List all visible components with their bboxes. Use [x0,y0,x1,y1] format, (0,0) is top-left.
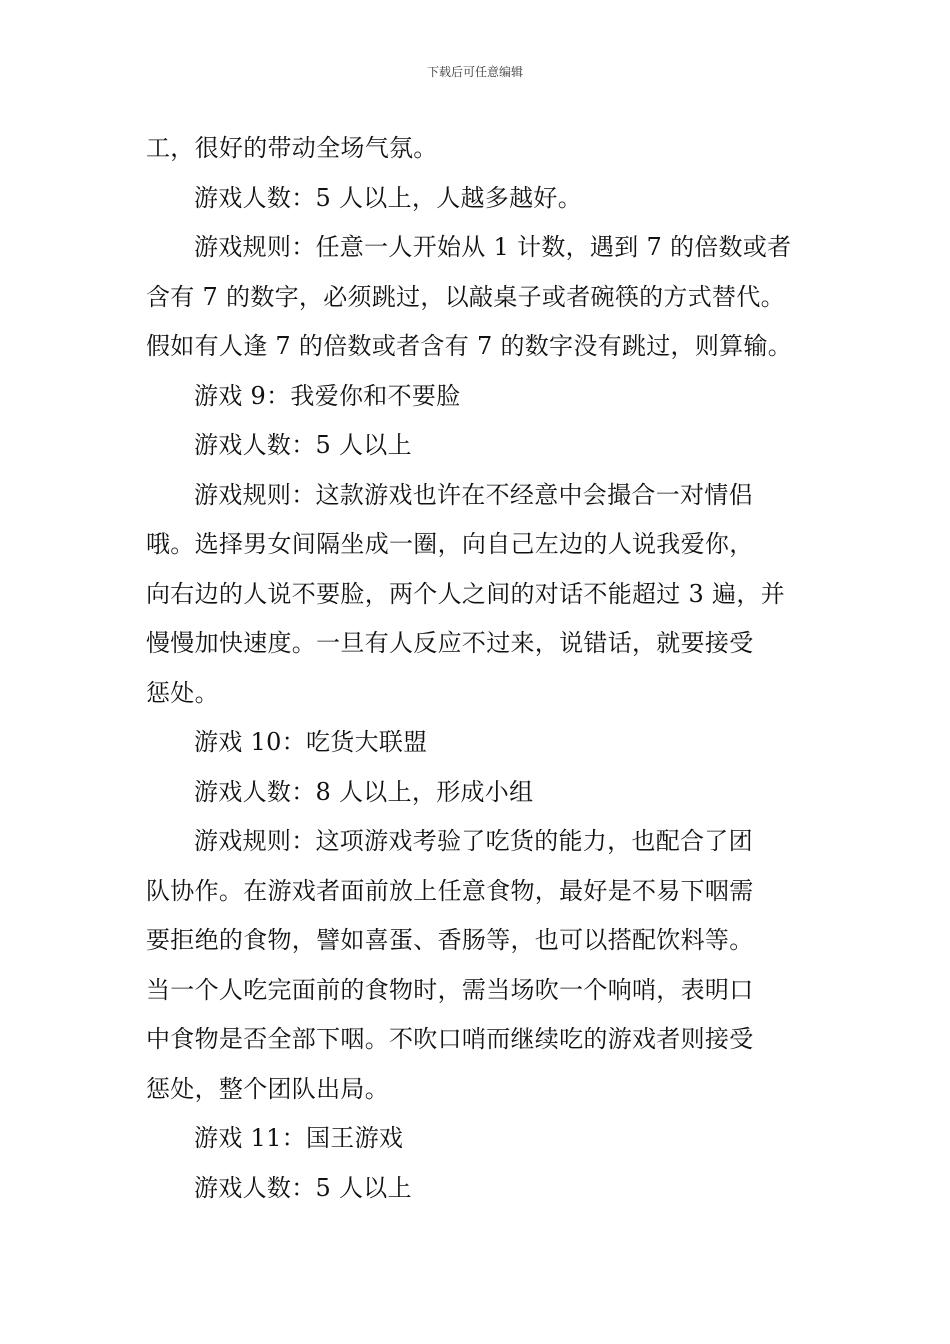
text-line: 慢慢加快速度。一旦有人反应不过来，说错话，就要接受 [146,629,754,657]
page-header: 下载后可任意编辑 [426,65,523,79]
text-line: 队协作。在游戏者面前放上任意食物，最好是不易下咽需 [146,876,754,905]
text-line: 向右边的人说不要脸，两个人之间的对话不能超过 3 遍，并 [146,579,785,608]
game-heading: 游戏 10：吃货大联盟 [194,728,428,756]
document-body [146,124,810,1213]
text-line: 惩处，整个团队出局。 [146,1074,389,1103]
game-heading: 游戏 11：国王游戏 [194,1124,404,1152]
text-line: 假如有人逢 7 的倍数或者含有 7 的数字没有跳过，则算输。 [146,332,793,360]
text-line: 要拒绝的食物，譬如喜蛋、香肠等，也可以搭配饮料等。 [146,926,754,954]
game-heading: 游戏 9：我爱你和不要脸 [194,381,461,410]
text-line: 游戏规则：这项游戏考验了吃货的能力，也配合了团 [194,827,753,855]
text-line: 游戏人数：5 人以上，人越多越好。 [194,183,582,212]
text-line: 游戏人数：5 人以上 [194,1173,412,1202]
text-line: 惩处。 [146,678,219,707]
text-line: 游戏规则：这款游戏也许在不经意中会撮合一对情侣 [194,480,753,509]
text-line: 含有 7 的数字，必须跳过，以敲桌子或者碗筷的方式替代。 [146,282,785,311]
text-line: 游戏规则：任意一人开始从 1 计数，遇到 7 的倍数或者 [194,233,792,261]
text-line: 游戏人数：8 人以上，形成小组 [194,777,534,806]
text-line: 游戏人数：5 人以上 [194,431,412,459]
text-line: 工，很好的带动全场气氛。 [146,134,438,162]
text-line: 当一个人吃完面前的食物时，需当场吹一个响哨，表明口 [146,975,754,1004]
text-line: 中食物是否全部下咽。不吹口哨而继续吃的游戏者则接受 [146,1025,754,1053]
text-line: 哦。选择男女间隔坐成一圈，向自己左边的人说我爱你， [146,530,754,558]
